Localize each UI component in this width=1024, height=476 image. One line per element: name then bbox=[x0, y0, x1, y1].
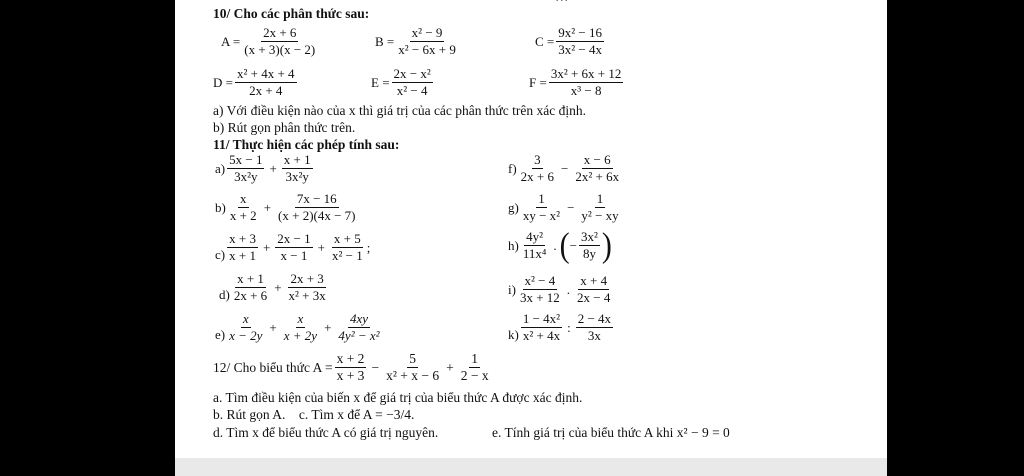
frac bbox=[336, 312, 381, 343]
numerator: 1 bbox=[538, 191, 545, 206]
frac bbox=[573, 153, 621, 184]
item-label: h) bbox=[508, 237, 519, 253]
operator: + bbox=[324, 319, 332, 335]
ex11-item-h bbox=[508, 225, 612, 264]
frac bbox=[459, 352, 491, 383]
frac bbox=[232, 272, 269, 303]
denominator: 2x² + 6x bbox=[575, 169, 620, 184]
denominator: 4y² − x² bbox=[338, 328, 380, 343]
numerator: 1 bbox=[596, 191, 604, 206]
operator: + bbox=[269, 160, 277, 176]
numerator: x + 5 bbox=[333, 231, 361, 246]
item-label: d) bbox=[219, 287, 230, 302]
fraction-c bbox=[535, 26, 606, 57]
denominator: x − 2y bbox=[229, 328, 263, 343]
label: D = bbox=[213, 74, 233, 90]
negative-sign: − bbox=[569, 237, 577, 253]
numerator: 9x² − 16 bbox=[558, 25, 602, 40]
frac bbox=[518, 274, 562, 305]
denominator: x² + 4x bbox=[522, 328, 561, 343]
denominator: x² + x − 6 bbox=[386, 368, 440, 383]
denominator: 8y bbox=[582, 246, 596, 261]
ex11-title: 11/ Thực hiện các phép tính sau: bbox=[213, 137, 400, 152]
frac bbox=[330, 232, 365, 263]
frac bbox=[579, 192, 620, 223]
frac bbox=[384, 352, 441, 383]
frac bbox=[521, 192, 562, 223]
numerator: 2x − x² bbox=[393, 66, 431, 81]
frac bbox=[235, 67, 297, 98]
denominator: x + 2 bbox=[229, 208, 257, 223]
ex10-part-a: a) Với điều kiện nào của x thì giá trị của các phân thức trên xác định. bbox=[213, 103, 586, 118]
numerator: x − 6 bbox=[583, 152, 611, 167]
item-label: k) bbox=[508, 327, 519, 342]
label: B = bbox=[375, 33, 395, 49]
denominator: x² − 4 bbox=[396, 83, 428, 98]
numerator: 5x − 1 bbox=[229, 152, 263, 167]
frac bbox=[227, 232, 258, 263]
denominator: 2x + 4 bbox=[249, 83, 283, 98]
ex11-item-k bbox=[508, 312, 615, 343]
denominator: 3x + 12 bbox=[519, 290, 560, 305]
label: C = bbox=[535, 33, 555, 49]
right-paren: ) bbox=[601, 225, 612, 264]
denominator: x² − 1 bbox=[331, 248, 363, 263]
fraction-a bbox=[221, 26, 319, 57]
item-label: f) bbox=[508, 160, 517, 176]
denominator: (x + 2)(4x − 7) bbox=[278, 208, 356, 223]
frac bbox=[392, 67, 433, 98]
operator: + bbox=[263, 199, 272, 215]
ex11-item-i bbox=[508, 274, 614, 305]
operator: + bbox=[262, 239, 271, 255]
item-label: b) bbox=[215, 199, 226, 215]
numerator: 7x − 16 bbox=[296, 191, 337, 206]
denominator: xy − x² bbox=[522, 208, 561, 223]
item-label: a) bbox=[215, 160, 226, 176]
numerator: x² − 9 bbox=[411, 25, 443, 40]
document-page bbox=[175, 0, 887, 476]
frac bbox=[579, 230, 600, 261]
ex11-item-b bbox=[215, 192, 360, 223]
frac bbox=[521, 230, 549, 261]
numerator: x + 1 bbox=[237, 271, 264, 286]
numerator: x bbox=[297, 311, 304, 326]
ex10-title: 10/ Cho các phân thức sau: bbox=[213, 6, 370, 21]
label: E = bbox=[371, 74, 390, 90]
numerator: x² + 4x + 4 bbox=[236, 66, 295, 81]
numerator: x + 4 bbox=[580, 273, 608, 288]
denominator: (x + 3)(x − 2) bbox=[244, 42, 316, 57]
numerator: 4xy bbox=[349, 311, 368, 326]
denominator: x³ − 8 bbox=[570, 83, 602, 98]
frac bbox=[521, 312, 562, 343]
fraction-f bbox=[529, 67, 625, 98]
operator: + bbox=[317, 239, 325, 255]
numerator: 5 bbox=[409, 351, 416, 366]
page-bottom-shadow bbox=[175, 458, 887, 476]
denominator: 3x²y bbox=[285, 169, 309, 184]
numerator: x + 1 bbox=[283, 152, 311, 167]
denominator: x + 2y bbox=[283, 328, 318, 343]
denominator: x − 1 bbox=[280, 248, 308, 263]
ex12-part-bc: b. Rút gọn A. c. Tìm x để A = −3/4. bbox=[213, 407, 415, 422]
ex11-item-c bbox=[215, 232, 370, 263]
numerator: 3x² bbox=[581, 229, 598, 244]
ex12-part-d: d. Tìm x để biểu thức A có giá trị nguyên. bbox=[213, 425, 439, 440]
fraction-b bbox=[375, 26, 460, 57]
denominator: x² − 6x + 9 bbox=[398, 42, 456, 57]
ex11-item-a bbox=[215, 153, 315, 184]
ex12-title: 12/ Cho biểu thức A = bbox=[213, 359, 333, 375]
denominator: 2x − 4 bbox=[577, 290, 611, 305]
numerator: 1 − 4x² bbox=[522, 311, 561, 326]
label: A = bbox=[221, 33, 241, 49]
numerator: 2x + 6 bbox=[263, 25, 297, 40]
frac bbox=[227, 312, 264, 343]
frac bbox=[242, 26, 317, 57]
item-label: c) bbox=[215, 247, 226, 262]
fraction-e bbox=[371, 67, 435, 98]
denominator: 3x bbox=[587, 328, 601, 343]
fraction-d bbox=[213, 67, 299, 98]
frac bbox=[282, 312, 319, 343]
frac bbox=[228, 192, 259, 223]
item-label: i) bbox=[508, 281, 516, 297]
ex12-expression bbox=[213, 352, 493, 383]
denominator: 2x + 6 bbox=[233, 288, 268, 303]
frac bbox=[549, 67, 624, 98]
denominator: y² − xy bbox=[581, 208, 619, 223]
numerator: 3x² + 6x + 12 bbox=[550, 66, 622, 81]
frac bbox=[576, 312, 613, 343]
operator: + bbox=[269, 319, 277, 335]
denominator: 3x²y bbox=[234, 169, 258, 184]
frac bbox=[556, 26, 604, 57]
ex12-part-a: a. Tìm điều kiện của biến x để giá trị của biểu thức A được xác định. bbox=[213, 390, 583, 405]
denominator: x² + 3x bbox=[288, 288, 326, 303]
operator: − bbox=[371, 359, 380, 375]
cut-line bbox=[555, 0, 569, 5]
numerator: x bbox=[242, 311, 249, 326]
denominator: x + 1 bbox=[229, 248, 256, 263]
ex11-item-f bbox=[508, 153, 623, 184]
denominator: 2x + 6 bbox=[520, 169, 555, 184]
label: F = bbox=[529, 74, 547, 90]
left-paren: ( bbox=[559, 225, 570, 264]
operator: . bbox=[566, 281, 571, 297]
denominator: 2 − x bbox=[460, 368, 489, 383]
operator: − bbox=[561, 160, 569, 176]
frac bbox=[282, 153, 313, 184]
frac bbox=[275, 232, 312, 263]
frac bbox=[335, 352, 367, 383]
operator: : bbox=[567, 319, 571, 335]
ex12-part-e: e. Tính giá trị của biểu thức A khi x² − 9 = 0 bbox=[492, 425, 730, 440]
operator: + bbox=[446, 359, 454, 375]
numerator: 2x − 1 bbox=[277, 231, 311, 246]
frac bbox=[276, 192, 357, 223]
numerator: 4y² bbox=[526, 229, 544, 244]
frac bbox=[575, 274, 612, 305]
numerator: x + 3 bbox=[229, 231, 256, 246]
terminator: ; bbox=[366, 239, 371, 255]
operator: + bbox=[274, 279, 282, 295]
denominator: x + 3 bbox=[336, 368, 365, 383]
ex10-part-b: b) Rút gọn phân thức trên. bbox=[213, 120, 356, 135]
denominator: 3x² − 4x bbox=[558, 42, 602, 57]
numerator: x² − 4 bbox=[524, 273, 556, 288]
frac bbox=[227, 153, 264, 184]
numerator: 2x + 3 bbox=[290, 271, 324, 286]
frac bbox=[519, 153, 556, 184]
ex11-item-e bbox=[215, 312, 384, 343]
numerator: x + 2 bbox=[336, 351, 365, 366]
numerator: x bbox=[240, 191, 247, 206]
operator: . bbox=[553, 237, 557, 253]
ex11-item-g bbox=[508, 192, 623, 223]
numerator: 3 bbox=[534, 152, 541, 167]
frac bbox=[396, 26, 458, 57]
denominator: 11x⁴ bbox=[522, 246, 547, 261]
frac bbox=[287, 272, 328, 303]
numerator: 1 bbox=[471, 351, 479, 366]
item-label: e) bbox=[215, 327, 226, 342]
ex11-item-d bbox=[219, 272, 330, 303]
numerator: 2 − 4x bbox=[577, 311, 612, 326]
operator: − bbox=[567, 199, 575, 215]
item-label: g) bbox=[508, 199, 519, 215]
